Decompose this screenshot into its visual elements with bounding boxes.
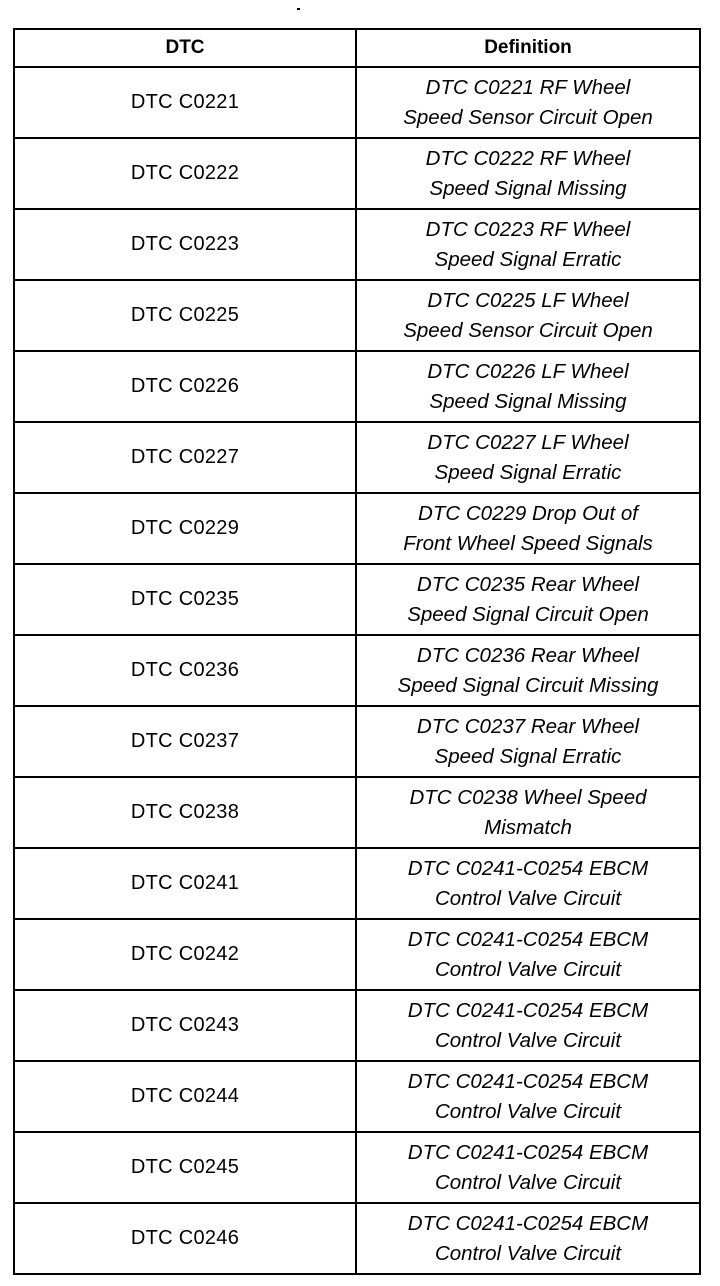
definition-column-header: Definition [356, 29, 700, 67]
table-row [14, 635, 700, 706]
definition-cell [356, 706, 700, 777]
definition-line-2: Speed Sensor Circuit Open [403, 105, 653, 129]
scan-speck [297, 8, 300, 10]
dtc-code-cell: DTC C0226 [14, 351, 356, 422]
definition-cell [356, 138, 700, 209]
table-row [14, 777, 700, 848]
definition-line-1: DTC C0222 RF Wheel [425, 146, 631, 170]
dtc-code-cell: DTC C0235 [14, 564, 356, 635]
table-row [14, 1132, 700, 1203]
definition-line-1: DTC C0236 Rear Wheel [416, 643, 640, 667]
table-row [14, 919, 700, 990]
dtc-code-cell: DTC C0221 [14, 67, 356, 138]
table-header [14, 29, 700, 67]
dtc-code-cell: DTC C0245 [14, 1132, 356, 1203]
definition-cell [356, 777, 700, 848]
table-row [14, 990, 700, 1061]
dtc-code-cell: DTC C0236 [14, 635, 356, 706]
definition-cell [356, 1061, 700, 1132]
definition-line-2: Speed Signal Circuit Open [407, 602, 649, 626]
definition-line-1: DTC C0241-C0254 EBCM [407, 927, 649, 951]
definition-line-2: Control Valve Circuit [434, 1170, 622, 1194]
dtc-code-cell: DTC C0246 [14, 1203, 356, 1274]
definition-line-1: DTC C0241-C0254 EBCM [407, 856, 649, 880]
definition-line-2: Control Valve Circuit [434, 1099, 622, 1123]
dtc-code-cell: DTC C0225 [14, 280, 356, 351]
dtc-column-header: DTC [14, 29, 356, 67]
dtc-code-cell: DTC C0238 [14, 777, 356, 848]
definition-line-1: DTC C0237 Rear Wheel [416, 714, 640, 738]
dtc-code-cell: DTC C0237 [14, 706, 356, 777]
definition-line-2: Speed Signal Erratic [434, 247, 622, 271]
table-row [14, 848, 700, 919]
definition-cell [356, 67, 700, 138]
definition-line-2: Speed Signal Missing [429, 176, 627, 200]
definition-cell [356, 848, 700, 919]
definition-cell [356, 209, 700, 280]
dtc-code-cell: DTC C0242 [14, 919, 356, 990]
definition-line-1: DTC C0241-C0254 EBCM [407, 1211, 649, 1235]
definition-cell [356, 351, 700, 422]
definition-line-1: DTC C0241-C0254 EBCM [407, 1140, 649, 1164]
definition-line-2: Speed Signal Erratic [434, 460, 622, 484]
dtc-code-cell: DTC C0229 [14, 493, 356, 564]
table-row [14, 1203, 700, 1274]
table-row [14, 67, 700, 138]
table-row [14, 493, 700, 564]
definition-line-2: Control Valve Circuit [434, 957, 622, 981]
dtc-code-cell: DTC C0243 [14, 990, 356, 1061]
definition-cell [356, 919, 700, 990]
definition-line-1: DTC C0221 RF Wheel [425, 75, 631, 99]
definition-line-2: Speed Signal Erratic [434, 744, 622, 768]
definition-line-1: DTC C0223 RF Wheel [425, 217, 631, 241]
table-row [14, 351, 700, 422]
table-row [14, 280, 700, 351]
table-row [14, 138, 700, 209]
definition-cell [356, 493, 700, 564]
dtc-code-cell: DTC C0241 [14, 848, 356, 919]
definition-line-1: DTC C0241-C0254 EBCM [407, 998, 649, 1022]
dtc-code-cell: DTC C0223 [14, 209, 356, 280]
definition-line-2: Front Wheel Speed Signals [403, 531, 653, 555]
dtc-code-cell: DTC C0222 [14, 138, 356, 209]
definition-cell [356, 635, 700, 706]
table-row [14, 706, 700, 777]
definition-line-1: DTC C0226 LF Wheel [427, 359, 629, 383]
definition-line-2: Control Valve Circuit [434, 1241, 622, 1265]
definition-line-2: Mismatch [484, 815, 572, 839]
dtc-code-cell: DTC C0244 [14, 1061, 356, 1132]
definition-line-1: DTC C0241-C0254 EBCM [407, 1069, 649, 1093]
table-row [14, 209, 700, 280]
definition-line-1: DTC C0225 LF Wheel [427, 288, 629, 312]
definition-cell [356, 1203, 700, 1274]
definition-cell [356, 280, 700, 351]
definition-cell [356, 422, 700, 493]
definition-line-1: DTC C0235 Rear Wheel [416, 572, 640, 596]
definition-line-2: Speed Sensor Circuit Open [403, 318, 653, 342]
header-row [14, 29, 700, 67]
definition-line-1: DTC C0229 Drop Out of [418, 501, 638, 525]
table-body [14, 67, 700, 1274]
definition-cell [356, 1132, 700, 1203]
table-row [14, 564, 700, 635]
definition-line-2: Control Valve Circuit [434, 1028, 622, 1052]
definition-line-2: Speed Signal Missing [429, 389, 627, 413]
definition-line-1: DTC C0227 LF Wheel [427, 430, 629, 454]
table-row [14, 1061, 700, 1132]
definition-line-2: Control Valve Circuit [434, 886, 622, 910]
definition-line-2: Speed Signal Circuit Missing [397, 673, 659, 697]
definition-line-1: DTC C0238 Wheel Speed [409, 785, 647, 809]
dtc-definition-table [13, 28, 701, 1275]
definition-cell [356, 990, 700, 1061]
dtc-code-cell: DTC C0227 [14, 422, 356, 493]
definition-cell [356, 564, 700, 635]
table-row [14, 422, 700, 493]
